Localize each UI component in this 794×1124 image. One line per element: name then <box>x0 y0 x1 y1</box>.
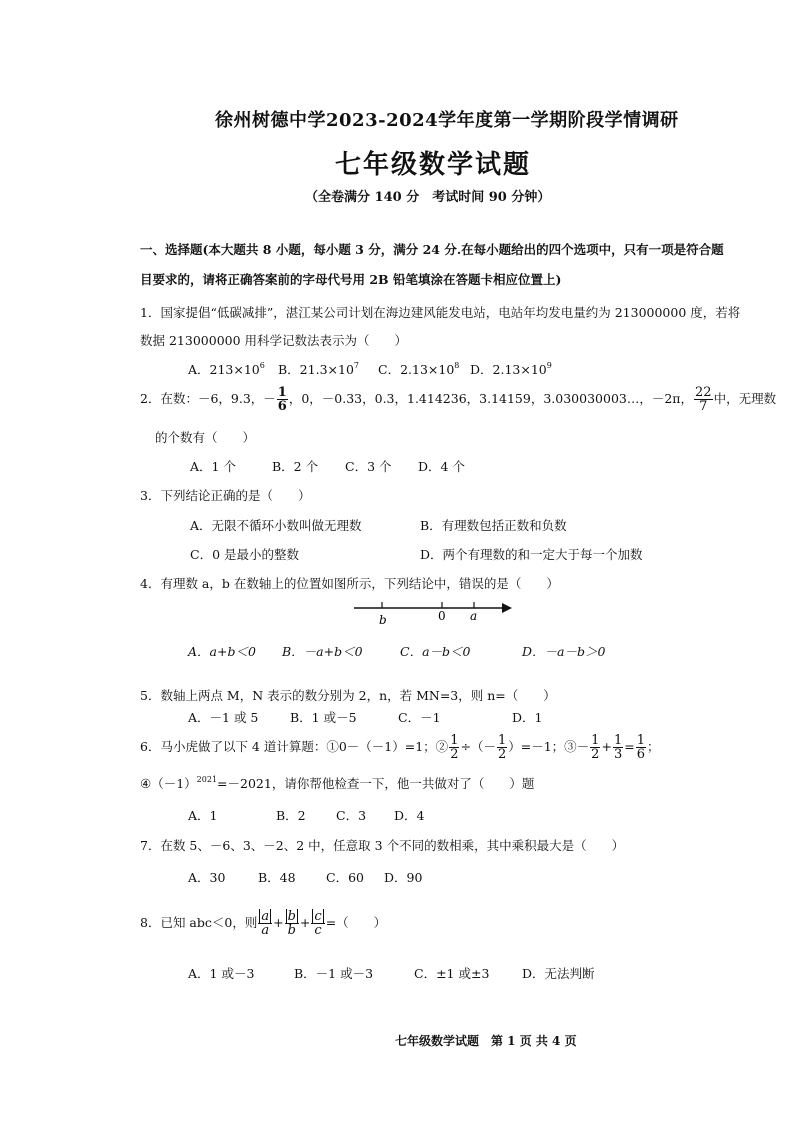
label-b: b <box>379 613 387 627</box>
q5-option-d: D．1 <box>512 710 543 725</box>
q8-option-d: D．无法判断 <box>522 966 595 981</box>
q4-stem: 4．有理数 a，b 在数轴上的位置如图所示，下列结论中，错误的是（ ） <box>140 576 559 591</box>
q7-option-c: C．60 <box>326 870 364 885</box>
q5-stem: 5．数轴上两点 M，N 表示的数分别为 2，n，若 MN=3，则 n=（ ） <box>140 688 556 703</box>
section1-instructions-line1: 一、选择题(本大题共 8 小题，每小题 3 分，满分 24 分.在每小题给出的四个选项中，只有一项是符合题 <box>140 242 724 257</box>
q2-option-c: C．3 个 <box>345 459 392 474</box>
q2-option-d: D．4 个 <box>418 459 465 474</box>
fraction-one-sixth: $\frac{1}{6}$ <box>277 385 287 414</box>
fraction-22-7: $\frac{22}{7}$ <box>695 385 712 414</box>
q3-stem: 3．下列结论正确的是（ ） <box>140 488 311 503</box>
q1-stem-line1: 1．国家提倡“低碳减排”，湛江某公司计划在海边建风能发电站，电站年均发电量约为 213000000 度，若将 <box>140 305 741 320</box>
q2-option-b: B．2 个 <box>272 459 319 474</box>
q2-stem-line2: 的个数有（ ） <box>155 430 256 445</box>
school-title: 徐州树德中学2023-2024学年度第一学期阶段学情调研 <box>215 110 679 131</box>
q3-option-b: B．有理数包括正数和负数 <box>420 518 567 533</box>
number-line-figure <box>350 598 520 628</box>
q5-option-b: B．1 或－5 <box>290 710 357 725</box>
q6-option-b: B．2 <box>276 808 306 823</box>
q6-stem-line1: 6．马小虎做了以下 4 道计算题：①0－（－1）=1；② $\frac{1}{2}$ ÷（－ $\frac{1}{2}$ ）=－1；③－ $\frac{1}{2}$ + $\frac{1}{3}$ = $\frac{1}{6}$ ； <box>140 733 660 762</box>
q4-option-d: D．－a－b＞0 <box>522 644 606 659</box>
q7-option-b: B．48 <box>258 870 296 885</box>
q6-option-a: A．1 <box>188 808 218 823</box>
q4-option-a: A．a+b＜0 <box>188 644 256 659</box>
q1-option-b: B．$21.3\times 10^7$ <box>278 361 359 377</box>
exam-info: （全卷满分 140 分 考试时间 90 分钟） <box>305 190 551 205</box>
section1-instructions-line2: 目要求的，请将正确答案前的字母代号用 2B 铅笔填涂在答题卡相应位置上) <box>140 272 562 287</box>
exam-title: 七年级数学试题 <box>335 150 532 180</box>
q3-option-a: A．无限不循环小数叫做无理数 <box>190 518 362 533</box>
label-zero: 0 <box>438 609 446 623</box>
q2-option-a: A．1 个 <box>190 459 236 474</box>
q2-stem-line1: 2．在数：－6，9.3，－ $\frac{1}{6}$ ，0，－0.33，0.3，1.414236，3.14159，3.030030003…，－2π， $\frac{22}{7}$ 中，无理数 <box>140 385 777 414</box>
page-footer: 七年级数学试题 第 1 页 共 4 页 <box>395 1034 577 1048</box>
q8-option-c: C．±1 或±3 <box>414 966 490 981</box>
q1-option-c: C．$2.13\times 10^8$ <box>378 361 460 377</box>
q7-stem: 7．在数 5、－6、3、－2、2 中，任意取 3 个不同的数相乘，其中乘积最大是（ ） <box>140 838 625 853</box>
arrow-right-icon <box>502 603 512 613</box>
q3-option-c: C．0 是最小的整数 <box>190 547 299 562</box>
q3-option-d: D．两个有理数的和一定大于每一个加数 <box>420 547 643 562</box>
q8-option-a: A．1 或－3 <box>188 966 255 981</box>
q8-stem: 8．已知 abc＜0，则 $\frac{a}{a}$ + $\frac{b}{b}$ + $\frac{c}{c}$ =（ ） <box>140 909 387 938</box>
q1-option-a: A．$213\times 10^6$ <box>188 361 265 377</box>
q6-stem-line2: $④(-1)^{2021}=-2021$，请你帮他检查一下，他一共做对了（ ）题 <box>140 775 535 791</box>
q7-option-d: D．90 <box>384 870 423 885</box>
q8-option-b: B．－1 或－3 <box>294 966 374 981</box>
q1-option-d: D．$2.13\times 10^9$ <box>470 361 552 377</box>
q4-option-b: B．－a+b＜0 <box>282 644 363 659</box>
q7-option-a: A．30 <box>188 870 226 885</box>
q5-option-a: A．－1 或 5 <box>188 710 259 725</box>
q6-option-d: D．4 <box>394 808 425 823</box>
q4-option-c: C．a－b＜0 <box>400 644 471 659</box>
q5-option-c: C．－1 <box>398 710 441 725</box>
q6-option-c: C．3 <box>336 808 367 823</box>
q1-stem-line2: 数据 213000000 用科学记数法表示为（ ） <box>140 333 408 348</box>
label-a: a <box>470 609 478 623</box>
